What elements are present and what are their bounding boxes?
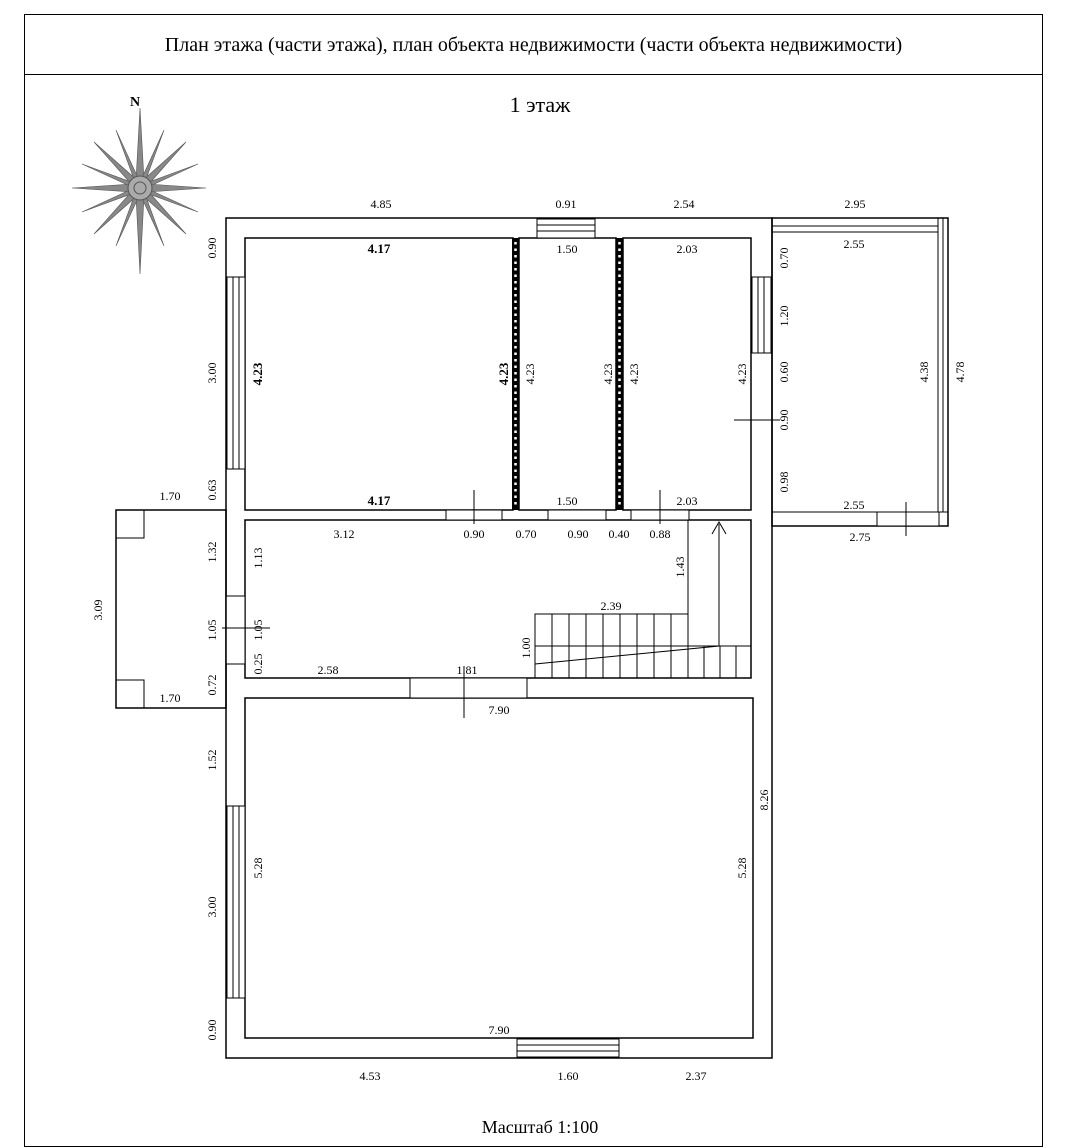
dim-porch-top: 1.70: [159, 489, 181, 503]
room-big: [245, 698, 753, 1038]
scale-label: Масштаб 1:100: [481, 1117, 599, 1137]
dim-stair-length: 2.39: [600, 599, 622, 613]
dim-room3-top: 2.03: [676, 242, 698, 256]
dim-hall-e: 0.40: [608, 527, 630, 541]
dim-veranda-inner-height: 4.38: [917, 361, 931, 383]
dim-bottom-window: 1.60: [557, 1069, 579, 1083]
dim-left-b: 3.00: [205, 362, 219, 384]
hall: [245, 520, 751, 678]
dim-right-a: 0.70: [777, 247, 791, 269]
dim-hall-b: 0.90: [463, 527, 485, 541]
dim-left-c: 0.63: [205, 479, 219, 501]
dim-room3-left: 4.23: [627, 363, 641, 385]
dim-big-outer: 8.26: [757, 789, 771, 811]
dim-right-e: 0.98: [777, 471, 791, 493]
dimension-labels: [91, 197, 967, 1083]
dim-big-right: 5.28: [735, 857, 749, 879]
dim-big-top: 7.90: [488, 703, 510, 717]
room-1: [245, 238, 513, 510]
dim-room1-right: 4.23: [496, 362, 511, 386]
dim-left-a: 0.90: [205, 237, 219, 259]
room-3: [623, 238, 751, 510]
dim-top-mid: 2.54: [673, 197, 695, 211]
dim-hall-l: 1.81: [456, 663, 478, 677]
dim-hall-f: 0.88: [649, 527, 671, 541]
window-left-bottom: [227, 806, 245, 998]
north-label: N: [130, 95, 141, 110]
dim-left-g: 1.52: [205, 749, 219, 771]
door-entrance: [226, 596, 245, 664]
dim-room2-left: 4.23: [523, 363, 537, 385]
dim-hall-c: 0.70: [515, 527, 537, 541]
dim-room3-bottom: 2.03: [676, 494, 698, 508]
dim-right-c: 0.60: [777, 361, 791, 383]
dim-room2-top: 1.50: [556, 242, 578, 256]
door-room2: [548, 510, 606, 520]
dim-right-b: 1.20: [777, 305, 791, 327]
dim-porch-bottom: 1.70: [159, 691, 181, 705]
door-big-room: [410, 678, 527, 698]
dim-right-d: 0.90: [777, 409, 791, 431]
dim-veranda-outer-bottom: 2.75: [849, 530, 871, 544]
dim-left-i: 0.90: [205, 1019, 219, 1041]
dim-hall-d: 0.90: [567, 527, 589, 541]
dim-top-right: 2.95: [844, 197, 866, 211]
dim-hall-g: 1.43: [673, 556, 687, 578]
window-top: [537, 219, 595, 238]
dim-stair-width: 1.00: [519, 637, 533, 659]
window-left-top: [227, 277, 245, 469]
dim-hall-k: 2.58: [317, 663, 339, 677]
dim-left-d: 1.32: [205, 541, 219, 563]
dim-room2-bottom: 1.50: [556, 494, 578, 508]
dim-porch-side: 3.09: [91, 599, 105, 621]
dim-bottom-left: 4.53: [359, 1069, 381, 1083]
dim-top-left: 4.85: [370, 197, 392, 211]
dim-room1-top: 4.17: [367, 241, 391, 256]
dim-room2-right: 4.23: [601, 363, 615, 385]
dim-big-left: 5.28: [251, 857, 265, 879]
staircase: [535, 520, 751, 678]
dim-veranda-inner-top: 2.55: [843, 237, 865, 251]
dim-room1-left: 4.23: [250, 362, 265, 386]
dim-bottom-right: 2.37: [685, 1069, 707, 1083]
compass-rose-icon: [72, 95, 206, 274]
window-right: [752, 277, 771, 353]
building-outer-wall: [226, 218, 772, 1058]
dim-hall-a: 3.12: [333, 527, 355, 541]
dim-room3-right: 4.23: [735, 363, 749, 385]
dim-big-bottom: 7.90: [488, 1023, 510, 1037]
dim-veranda-inner-bottom: 2.55: [843, 498, 865, 512]
dim-room1-bottom: 4.17: [367, 493, 391, 508]
dim-hall-j: 0.25: [251, 653, 265, 675]
dim-left-h: 3.00: [205, 896, 219, 918]
dim-veranda-outer-height: 4.78: [953, 361, 967, 383]
dim-top-window: 0.91: [555, 197, 577, 211]
window-bottom: [517, 1039, 619, 1057]
floor-label: 1 этаж: [509, 92, 571, 117]
dim-hall-h: 1.13: [251, 547, 265, 569]
dim-left-e: 1.05: [205, 619, 219, 641]
dim-hall-i: 1.05: [251, 619, 265, 641]
header-title: План этажа (части этажа), план объекта недвижимости (части объекта недвижимости): [164, 34, 903, 56]
dim-left-f: 0.72: [205, 674, 219, 696]
